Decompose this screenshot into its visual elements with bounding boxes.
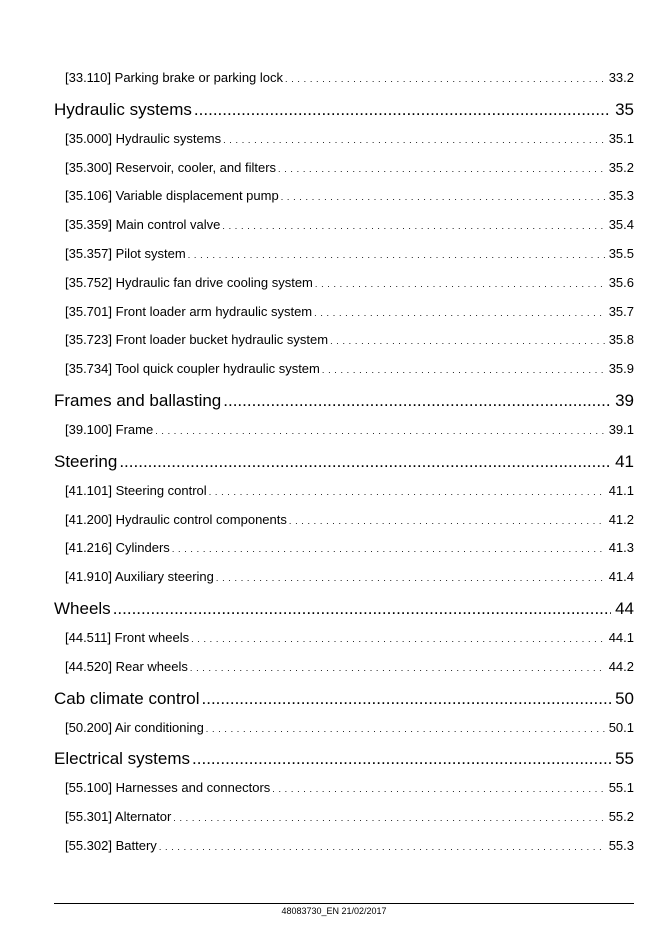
- dot-leader: [322, 356, 605, 384]
- dot-leader: [188, 241, 605, 269]
- toc-entry-title: [65, 803, 173, 832]
- toc-entry-title: [65, 326, 330, 355]
- toc-entry-title: Steering: [54, 451, 118, 471]
- toc-subsection-entry[interactable]: [54, 355, 634, 384]
- toc-page-number: 35.7: [608, 303, 634, 319]
- toc-entry-title: [65, 154, 278, 183]
- toc-page-number: 44.1: [608, 629, 634, 645]
- toc-section-entry[interactable]: [54, 385, 634, 416]
- toc-entry-label: Harnesses and connectors: [115, 780, 271, 796]
- toc-entry-label: Rear wheels: [115, 658, 188, 674]
- toc-subsection-entry[interactable]: [54, 240, 634, 269]
- toc-subsection-entry[interactable]: [54, 298, 634, 327]
- toc-entry-label: Alternator: [114, 809, 172, 825]
- toc-subsection-entry[interactable]: [54, 714, 634, 743]
- toc-page-number: 55.1: [608, 780, 634, 796]
- dot-leader: [222, 212, 604, 240]
- toc-subsection-entry[interactable]: [54, 534, 634, 563]
- toc-entry-label: Steering control: [115, 482, 207, 498]
- toc-entry-label: Front wheels: [114, 629, 190, 645]
- toc-entry-code: [44.520]: [65, 658, 112, 674]
- toc-entry-title: Wheels: [54, 598, 111, 618]
- dot-leader: [216, 564, 605, 592]
- toc-entry-label: Main control valve: [115, 217, 221, 233]
- toc-subsection-entry[interactable]: [54, 125, 634, 154]
- toc-entry-code: [39.100]: [65, 421, 112, 437]
- toc-entry-label: Front loader arm hydraulic system: [115, 303, 313, 319]
- toc-subsection-entry[interactable]: [54, 774, 634, 803]
- toc-page-number: 50.1: [608, 719, 634, 735]
- toc-page-number: 44: [615, 598, 634, 618]
- toc-entry-title: [65, 182, 281, 211]
- toc-subsection-entry[interactable]: [54, 154, 634, 183]
- toc-entry-code: [35.734]: [65, 361, 112, 377]
- dot-leader: [315, 270, 605, 298]
- dot-leader: [330, 327, 605, 355]
- toc-entry-title: [65, 714, 206, 743]
- toc-page-number: 35.1: [608, 130, 634, 146]
- footer-divider: [54, 903, 634, 904]
- dot-leader: [190, 654, 605, 682]
- toc-section-entry[interactable]: [54, 446, 634, 477]
- dot-leader: [272, 775, 604, 803]
- toc-entry-code: [55.100]: [65, 780, 112, 796]
- toc-entry-title: Frames and ballasting: [54, 390, 222, 410]
- toc-entry-code: [35.359]: [65, 217, 112, 233]
- dot-leader: [209, 478, 605, 506]
- toc-page-number: 33.2: [608, 70, 634, 85]
- dot-leader: [206, 715, 605, 743]
- toc-entry-title: Hydraulic systems: [54, 99, 192, 119]
- toc-page-number: 35.6: [608, 274, 634, 290]
- toc-page-number: 35.8: [608, 332, 634, 348]
- toc-entry-title: [65, 477, 209, 506]
- toc-entry-code: [33.110]: [65, 70, 112, 85]
- toc-page-number: 35.2: [608, 159, 634, 175]
- toc-entry-code: [55.301]: [65, 809, 112, 825]
- toc-entry-title: [65, 64, 285, 93]
- toc-entry-label: Variable displacement pump: [115, 188, 279, 204]
- toc-entry-code: [41.216]: [65, 540, 112, 556]
- toc-entry-code: [44.511]: [65, 629, 112, 645]
- toc-entry-title: [65, 416, 155, 445]
- toc-entry-label: Battery: [115, 837, 157, 853]
- toc-page-number: 35.5: [608, 245, 634, 261]
- toc-page-number: 41.3: [608, 540, 634, 556]
- toc-entry-label: Front loader bucket hydraulic system: [115, 332, 329, 348]
- toc-section-entry[interactable]: [54, 94, 634, 125]
- toc-entry-label: Hydraulic control components: [115, 511, 287, 527]
- toc-entry-label: Pilot system: [115, 245, 186, 261]
- toc-entry-code: [55.302]: [65, 837, 112, 853]
- toc-entry-label: Frame: [115, 421, 154, 437]
- dot-leader: [194, 94, 611, 125]
- toc-entry-title: [65, 298, 314, 327]
- toc-entry-code: [35.300]: [65, 159, 112, 175]
- table-of-contents: [54, 64, 634, 861]
- dot-leader: [173, 804, 604, 832]
- toc-page-number: 41.2: [608, 511, 634, 527]
- toc-page-number: 44.2: [608, 658, 634, 674]
- dot-leader: [155, 417, 605, 445]
- toc-entry-title: Cab climate control: [54, 688, 200, 708]
- toc-entry-code: [35.752]: [65, 274, 112, 290]
- toc-page-number: 39.1: [608, 421, 634, 437]
- toc-page-number: 55: [615, 749, 634, 769]
- toc-entry-label: Air conditioning: [114, 719, 204, 735]
- toc-subsection-entry[interactable]: [54, 653, 634, 682]
- toc-entry-title: [65, 211, 222, 240]
- toc-entry-code: [35.000]: [65, 130, 112, 146]
- toc-section-entry[interactable]: [54, 683, 634, 714]
- toc-subsection-entry[interactable]: [54, 832, 634, 861]
- toc-page-number: 35: [615, 99, 634, 119]
- toc-section-entry[interactable]: [54, 593, 634, 624]
- toc-entry-code: [35.723]: [65, 332, 112, 348]
- dot-leader: [191, 625, 605, 653]
- toc-entry-label: Reservoir, cooler, and filters: [115, 159, 277, 175]
- dot-leader: [281, 183, 605, 211]
- toc-page-number: 55.2: [608, 809, 634, 825]
- dot-leader: [314, 299, 605, 327]
- toc-entry-title: [65, 269, 315, 298]
- toc-page-number: 55.3: [608, 837, 634, 853]
- toc-entry-title: [65, 624, 191, 653]
- toc-entry-label: Cylinders: [115, 540, 170, 556]
- toc-entry-title: [65, 506, 289, 535]
- toc-entry-label: Hydraulic systems: [115, 130, 222, 146]
- dot-leader: [289, 507, 605, 535]
- toc-entry-title: Electrical systems: [54, 749, 191, 769]
- toc-section-entry[interactable]: [54, 743, 634, 774]
- toc-entry-code: [41.910]: [65, 569, 112, 585]
- toc-entry-title: [65, 563, 216, 592]
- toc-page-number: 35.9: [608, 361, 634, 377]
- toc-entry-code: [50.200]: [65, 719, 112, 735]
- dot-leader: [113, 593, 611, 624]
- toc-entry-title: [65, 534, 172, 563]
- toc-entry-label: Parking brake or parking lock: [114, 70, 284, 85]
- dot-leader: [192, 743, 611, 774]
- toc-page-number: 39: [615, 390, 634, 410]
- toc-entry-code: [35.357]: [65, 245, 112, 261]
- dot-leader: [223, 385, 611, 416]
- toc-subsection-entry[interactable]: [54, 624, 634, 653]
- toc-entry-title: [65, 832, 159, 861]
- dot-leader: [278, 155, 605, 183]
- toc-subsection-entry[interactable]: [54, 269, 634, 298]
- toc-entry-title: [65, 240, 188, 269]
- toc-page-number: 41.4: [608, 569, 634, 585]
- dot-leader: [202, 683, 612, 714]
- toc-subsection-entry[interactable]: [54, 477, 634, 506]
- toc-subsection-entry[interactable]: [54, 326, 634, 355]
- dot-leader: [119, 446, 611, 477]
- toc-entry-title: [65, 125, 223, 154]
- toc-subsection-entry[interactable]: [54, 64, 634, 93]
- dot-leader: [285, 65, 605, 93]
- toc-subsection-entry[interactable]: [54, 182, 634, 211]
- toc-entry-title: [65, 355, 322, 384]
- toc-entry-code: [35.106]: [65, 188, 112, 204]
- toc-page-number: 35.4: [608, 217, 634, 233]
- toc-page-number: 35.3: [608, 188, 634, 204]
- toc-subsection-entry[interactable]: [54, 563, 634, 592]
- toc-page-number: 41.1: [608, 482, 634, 498]
- dot-leader: [159, 833, 605, 861]
- toc-entry-code: [35.701]: [65, 303, 112, 319]
- page-footer: 48083730_EN 21/02/2017: [281, 906, 387, 916]
- toc-entry-title: [65, 653, 190, 682]
- toc-entry-code: [41.200]: [65, 511, 112, 527]
- toc-entry-code: [41.101]: [65, 482, 112, 498]
- toc-entry-label: Tool quick coupler hydraulic system: [115, 361, 320, 377]
- toc-subsection-entry[interactable]: [54, 416, 634, 445]
- toc-entry-title: [65, 774, 272, 803]
- toc-subsection-entry[interactable]: [54, 803, 634, 832]
- toc-page-number: 50: [615, 688, 634, 708]
- toc-page-number: 41: [615, 451, 634, 471]
- toc-entry-label: Hydraulic fan drive cooling system: [115, 274, 313, 290]
- toc-subsection-entry[interactable]: [54, 211, 634, 240]
- dot-leader: [223, 126, 605, 154]
- toc-entry-label: Auxiliary steering: [114, 569, 214, 585]
- dot-leader: [172, 535, 605, 563]
- toc-subsection-entry[interactable]: [54, 506, 634, 535]
